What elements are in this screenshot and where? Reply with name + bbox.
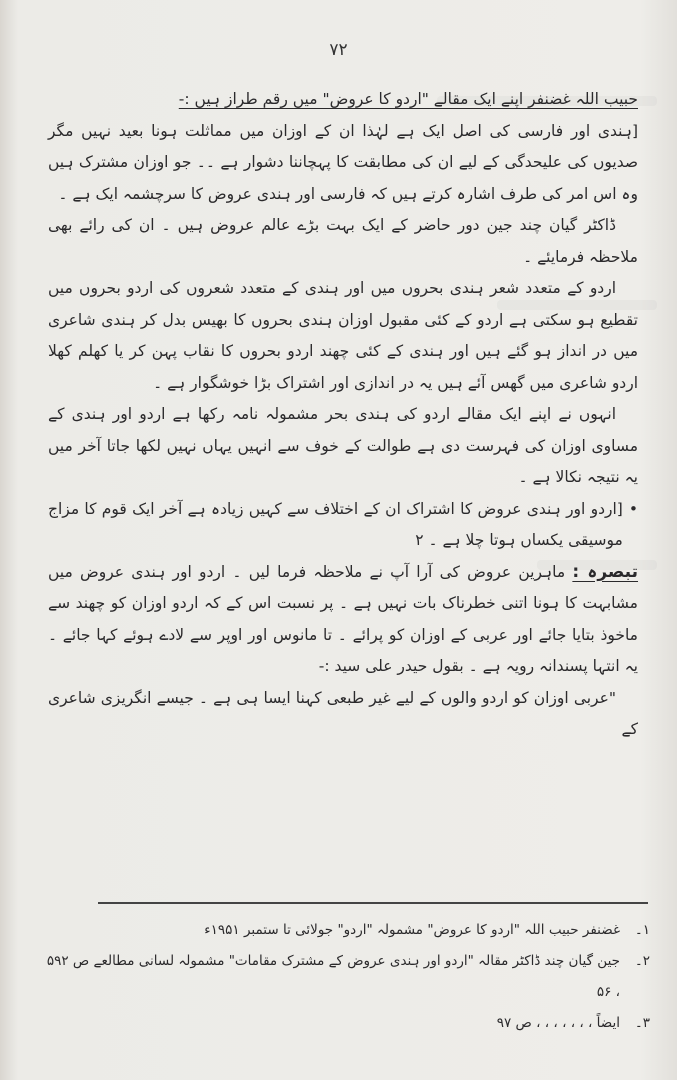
paragraph-1: [ہندی اور فارسی کی اصل ایک ہے لہٰذا ان کے اوزان میں مماثلت ہونا بعید نہیں مگر صدیوں کی علیحدگی کے لیے ان کی مطابقت کا پہچاننا دشوار ہے ۔۔ جو اوزان مشترک ہیں وہ اس امر کی طرف اشارہ کرتے ہیں کہ فارسی اور ہندی عروض کا سرچشمہ ایک ہے ۔	[48, 121, 638, 203]
footnote-text: ایضاً ، ، ، ، ، ، ، ص ۹۷	[496, 1015, 620, 1031]
paragraph-4: انہوں نے اپنے ایک مقالے اردو کی ہندی بحر مشمولہ نامہ رکھا ہے اردو اور ہندی کے مساوی اوزان کی فہرست دی ہے طوالت کے خوف سے انہیں یہاں نہیں لکھا جاتا آخر میں یہ نتیجہ نکالا ہے ۔	[48, 405, 638, 486]
footnotes	[40, 915, 650, 1039]
footnote-text: غضنفر حبیب اللہ "اردو کا عروض" مشمولہ "اردو" جولائی تا ستمبر ۱۹۵۱ء	[204, 922, 620, 938]
paragraph-3: اردو کے متعدد شعر ہندی بحروں میں اور ہندی کے متعدد شعروں کی اردو بحروں میں تقطیع ہو سکتی ہے اردو کے کئی مقبول اوزان ہندی بحروں کا بھیس بدل کر ہندی شاعری میں در انداز ہو گئے ہیں اور ہندی کے کئی چھند اردو بحروں کا نقاب پہن کر یا کھلم کھلا اردو شاعری میں گھس آئے ہیں یہ در اندازی اور اشتراک بڑا خوشگوار ہے ۔	[48, 279, 638, 392]
bullet-quote	[48, 494, 638, 557]
bullet-quote-text: [اردو اور ہندی عروض کا اشتراک ان کے اختلاف سے کہیں زیادہ ہے آخر ایک قوم کا مزاج موسیقی یکساں ہوتا چلا ہے ۔ ۲	[48, 499, 623, 549]
footnote-number: ۱۔	[634, 922, 650, 938]
footnote-number: ۲۔	[634, 953, 650, 969]
closing-quote: "عربی اوزان کو اردو والوں کے لیے غیر طبعی کہنا ایسا ہی ہے ۔ جیسے انگریزی شاعری کے	[48, 688, 638, 738]
paragraph-2: ڈاکٹر گیان چند جین دور حاضر کے ایک بہت بڑے عالم عروض ہیں ۔ ان کی رائے بھی ملاحظہ فرمایئے ۔	[48, 216, 638, 266]
bullet-dot-icon: •	[628, 499, 638, 518]
page-body	[48, 84, 638, 746]
footnote-item	[40, 1008, 650, 1039]
review-paragraph	[48, 557, 638, 683]
footnote-text: جین گیان چند ڈاکٹر مقالہ "اردو اور ہندی عروض کے مشترک مقامات" مشمولہ لسانی مطالعے ص ۵۹۲ ، ۵۶	[46, 953, 620, 1000]
review-label: تبصرہ :	[572, 561, 639, 582]
review-text: ماہرین عروض کی آرا آپ نے ملاحظہ فرما لیں ۔ اردو اور ہندی عروض میں مشابہت کا ہونا اتنی خطرناک بات نہیں ہے ۔ پر نسبت اس کے کہ اردو اوزان کو چھند سے ماخوذ بتایا جائے اور عربی کے اوزان کو پرائے ۔ تا مانوس اور اوپر سے لادے ہوئے کہا جائے ۔ یہ انتہا پسندانہ رویہ ہے ۔ بقول حیدر علی سید :-	[48, 562, 638, 675]
footnote-item	[40, 946, 650, 1008]
footnote-number: ۳۔	[634, 1015, 650, 1031]
footnote-divider	[98, 902, 648, 904]
page-number: ۷۲	[329, 40, 348, 60]
footnote-item	[40, 915, 650, 946]
intro-heading: حبیب اللہ غضنفر اپنے ایک مقالے "اردو کا عروض" میں رقم طراز ہیں :-	[178, 90, 638, 108]
